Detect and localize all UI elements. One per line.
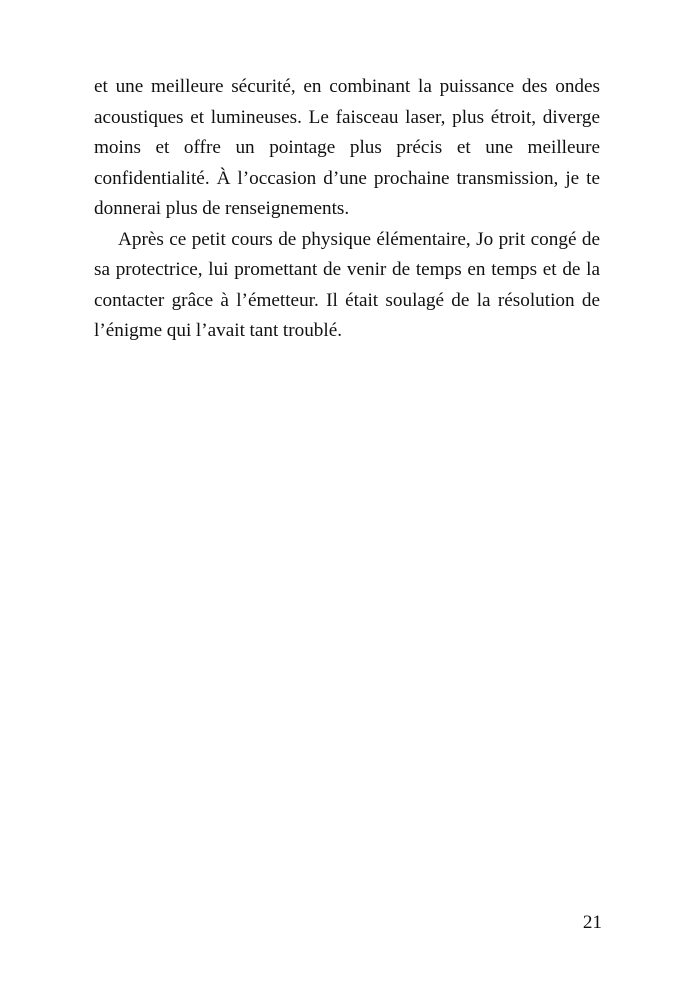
paragraph: Après ce petit cours de physique élémentaire, Jo prit congé de sa protectrice, lui promettant de venir de temps en temps et de la contacter grâce à l’émetteur. Il était soulagé de la résolution de l’énigme qui l’avait tant troublé. (94, 228, 600, 341)
page-body (94, 72, 600, 347)
page-number: 21 (582, 912, 602, 933)
paragraph-continued: et une meilleure sécurité, en combinant la puissance des ondes acoustiques et lumineuses. Le faisceau laser, plus étroit, diverge moins et offre un pointage plus précis et une meilleure confidentialité. À l’occasion d’une prochaine transmission, je te donnerai plus de renseignements. (94, 76, 600, 219)
